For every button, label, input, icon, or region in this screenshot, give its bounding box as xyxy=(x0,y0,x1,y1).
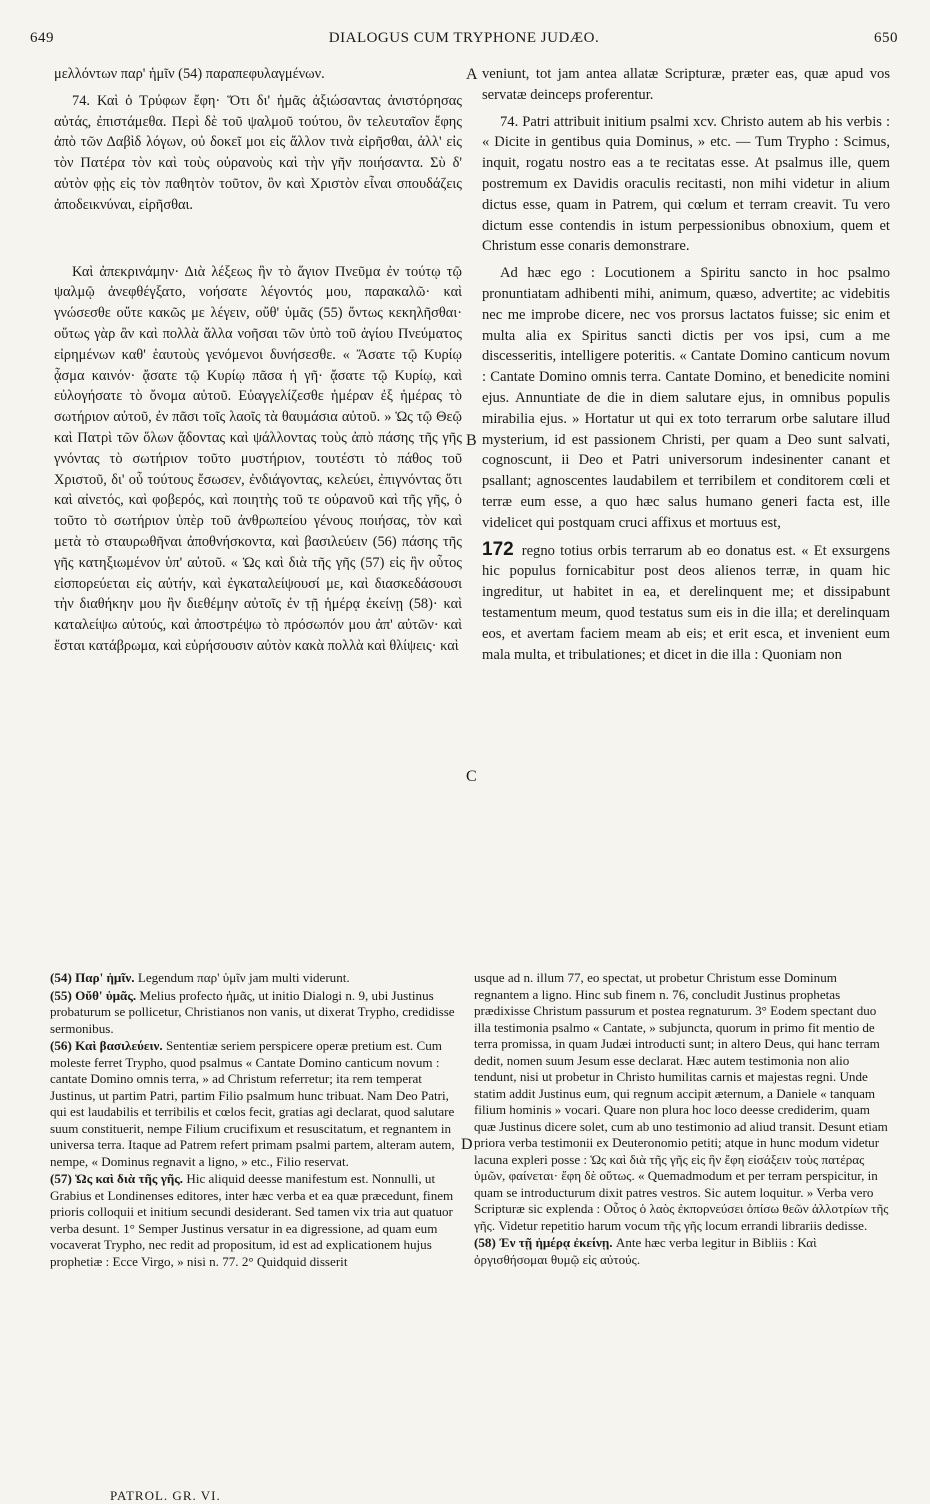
paragraph-gap xyxy=(54,222,462,262)
footnote-57-text: Hic aliquid deesse manifestum est. Nonnulli, ut Grabius et Londinenses editores, inter hæc verba et ea quæ præcedunt, finem prioris colloquii et initium secundi desiderant. Sed tamen vix tria aut quatuor verba desunt. 1° Semper Justinus versatur in ea digressione, ad quam eum vocaverat Trypho, nec redit ad propositum, id est ad explicationem hujus prophetiæ : Ecce Virgo, » nisi n. 77. 2° Quidquid disserit xyxy=(50,1171,454,1269)
page-footer: PATROL. GR. VI. xyxy=(110,1488,221,1503)
column-number-172: 172 xyxy=(482,538,514,560)
footnotes-right xyxy=(474,970,890,1490)
footnote-56-label: (56) Καὶ βασιλεύειν. xyxy=(50,1038,163,1053)
greek-paragraph-74: 74. Καὶ ὁ Τρύφων ἔφη· Ὅτι δι' ἡμᾶς ἀξιώσαντας ἀνιστόρησας αὐτάς, ἐπιστάμεθα. Περὶ δὲ τοῦ ψαλμοῦ τούτου, ὃν τελευταῖον ἔφης ἀπὸ τῶν Δαβὶδ λόγων, οὐ δοκεῖ μοι εἰς ἄλλον τινὰ εἰρῆσθαι, ἀλλ' εἰς τὸν Πατέρα τὸν καὶ τοὺς οὐρανοὺς καὶ τὴν γῆν ποιήσαντα. Σὺ δ' αὐτὸν φῂς εἰς τὸν παθητὸν τοῦτον, ὃν καὶ Χριστὸν εἶναι σπουδάζεις ἀποδεικνύναι, εἰρῆσθαι. xyxy=(54,92,462,213)
footnote-54 xyxy=(50,970,464,987)
page-header xyxy=(30,30,898,56)
footnote-54-label: (54) Παρ' ἡμῖν. xyxy=(50,970,135,985)
footnote-56 xyxy=(50,1038,464,1170)
footnote-58-text: Ante hæc verba legitur in Bibliis : Καὶ ὀργισθήσομαι θυμῷ εἰς αὐτούς. xyxy=(474,1235,817,1267)
page-number-left: 649 xyxy=(30,30,54,46)
page-number-right: 650 xyxy=(874,30,898,46)
footnote-57 xyxy=(50,1171,464,1270)
latin-paragraph-continuation xyxy=(482,540,890,666)
margin-letter-b: B xyxy=(466,432,477,449)
latin-paragraph-3: regno totius orbis terrarum ab eo donatus est. « Et exsurgens hic populus fornicabitur post deos alienos terræ, in quam hic ingreditur, ut habitet in ea, et derelinquent me; et dissipabunt testamentum meum, quod testatus sum eis in die illa; et derelinquam eos, et avertam faciem meam ab eis; et erit esca, et invenient eum mala multa, et tribulationes; et dicet in die illa : Quoniam non xyxy=(482,542,890,663)
footnote-54-text: Legendum παρ' ὑμῖν jam multi viderunt. xyxy=(137,970,350,985)
greek-paragraph-reply: Καὶ ἀπεκρινάμην· Διὰ λέξεως ἣν τὸ ἅγιον Πνεῦμα ἐν τούτῳ τῷ ψαλμῷ ἀνεφθέγξατο, νοήσατε λέγοντός μου, παρακαλῶ· καὶ γνώσεσθε οὔτε κακῶς με λέγειν, οὔθ' ὑμᾶς (55) ὄντως κεκηλῆσθαι· οὕτως γὰρ ἂν καὶ πολλὰ ἄλλα νοῆσαι τῶν ὑπὸ τοῦ ἁγίου Πνεύματος εἰρημένων καθ' ἑαυτοὺς γενόμενοι δυνήσεσθε. « Ἄσατε τῷ Κυρίῳ ᾆσμα καινόν· ᾄσατε τῷ Κυρίῳ πᾶσα ἡ γῆ· ᾄσατε τῷ Κυρίῳ, καὶ εὐλογήσατε τὸ ὄνομα αὐτοῦ. Εὐαγγελίζεσθε ἡμέραν ἐξ ἡμέρας τὸ σωτήριον αὐτοῦ, ἐν πᾶσι τοῖς λαοῖς τὰ θαυμάσια αὐτοῦ. » Ὡς τῷ Θεῷ καὶ Πατρὶ τῶν ὅλων ᾄδοντας καὶ ψάλλοντας τοὺς ἀπὸ πάσης τῆς γῆς γνόντας τὸ σωτήριον τοῦτο μυστήριον, τουτέστι τὸ πάθος τοῦ Χριστοῦ, δι' οὗ τούτους ἔσωσεν, ἐνδιάγοντας, κελεύει, ἐπιγνόντας ὅτι καὶ αἰνετός, καὶ φοβερός, καὶ ποιητὴς τοῦ τε οὐρανοῦ καὶ τῆς γῆς, ὁ τοῦτο τὸ σωτήριον ὑπὲρ τοῦ ἀνθρωπείου γένους ποιήσας, τὸν καὶ μετὰ τὸ σταυρωθῆναι ἀποθνήσκοντα, καὶ βασιλεύειν (56) πάσης τῆς γῆς κατηξιωμένον ὑπ' αὐτοῦ. « Ὡς καὶ διὰ τῆς γῆς (57) εἰς ἣν οὗτος εἰσπορεύεται εἰς αὐτήν, καὶ ἐγκαταλείψουσί με, καὶ διασκεδάσουσι τὴν διαθήκην μου ἣν διεθέμην αὐτοῖς ἐν τῇ ἡμέρᾳ ἐκείνῃ (58)· καὶ καταλείψω αὐτούς, καὶ ἀποστρέψω τὸ πρόσωπόν μου ἀπ' αὐτῶν· καὶ ἔσται κατάβρωμα, καὶ εὑρήσουσιν αὐτὸν κακὰ πολλὰ καὶ θλίψεις· καὶ xyxy=(54,263,462,654)
greek-column xyxy=(54,64,462,944)
footnote-56-text: Sententiæ seriem perspicere operæ pretium est. Cum moleste ferret Trypho, quod psalmus « Cantate Domino canticum novum : cantate Domino omnis terra, » ad Christum referretur; ita rem temperat Justinus, ut partim Patri, partim Filio psalmum hunc tribuat. Nam Deo Patri, qui est laudabilis et terribilis et cœlos fecit, gratias agi declarat, quod salutare suum constituerit, nempe Filium crucifixum et resuscitatum, et regnantem in universa terra. Itaque ad Patrem refert primam psalmi partem, alteram autem, nempe, « Dominus regnavit a ligno, » etc., Filio reservat. xyxy=(50,1038,455,1169)
footnote-58 xyxy=(474,1235,890,1268)
footnote-58-label: (58) Ἐν τῇ ἡμέρᾳ ἐκείνῃ. xyxy=(474,1235,613,1250)
greek-paragraph-0: μελλόντων παρ' ἡμῖν (54) παραπεφυλαγμένων. xyxy=(54,66,325,82)
footnotes-left xyxy=(50,970,464,1490)
footnote-57-label: (57) Ὡς καὶ διὰ τῆς γῆς. xyxy=(50,1171,184,1186)
footnote-57-continued: usque ad n. illum 77, eo spectat, ut probetur Christum esse Dominum regnantem a ligno. Hinc sub finem n. 76, concludit Justinus prophetas prædixisse Christum passurum et postea regnaturum. 3° Eodem spectant duo illa testimonia psalmo « Cantate, » subjuncta, quorum in primo fit mentio de terra promissa, in quam Judæi introducti sunt; in altero Deus, qui hanc terram dedit, nomen suum Jesum esse declarat. Hæc autem testimonia non alio tendunt, nisi ut probetur in Christo humilitas carnis et majestas regni. Unde statim addit Justinus eum, qui regnum accipit æternum, a Daniele « tanquam filium hominis » vocari. Quare non plura hoc loco deesse crediderim, quam quæ Justinus dicere solet, cum ab uno testimonio ad aliud transit. Desunt etiam priora verba testimonii ex Deuteronomio petiti; atque in hunc modum videtur lacuna expleri posse : Ὡς καὶ διὰ τῆς γῆς εἰς ἣν ἔφη εἰσάξειν τοὺς πατέρας ὑμῶν, φαίνεται· ἔφη δὲ οὕτως. « Quemadmodum et per terram perspicitur, in quam se introducturum dixit patres vestros. Sic autem loquitur. » Verba vero Scripturæ sic explenda : Οὗτος ὁ λαὸς ἐκπορνεύσει ὀπίσω θεῶν ἀλλοτρίων τῆς γῆς. Videtur repetitio harum vocum τῆς γῆς locum errandi librariis dedisse. xyxy=(474,970,889,1233)
footnote-55 xyxy=(50,988,464,1038)
running-title: DIALOGUS CUM TRYPHONE JUDÆO. xyxy=(328,30,600,46)
margin-letter-a: A xyxy=(466,66,478,83)
latin-paragraph-74: 74. Patri attribuit initium psalmi xcv. Christo autem ab his verbis : « Dicite in gentibus quia Dominus, » etc. — Tum Trypho : Scimus, inquit, rogatu nostro eas a te recitatas esse. At psalmus ille, quem postremum ex Davidis oraculis recitasti, non mihi videtur in alium dictus esse, quam in Patrem, qui cœlum et terram creavit. Tu vero dictum esse contendis in istum perpessionibus obnoxium, quem et Christum esse conaris demonstrare. xyxy=(482,113,890,255)
latin-column xyxy=(482,64,890,944)
margin-letter-d: D xyxy=(461,1136,473,1153)
latin-paragraph-0: veniunt, tot jam antea allatæ Scripturæ, præter eas, quæ apud vos servatæ deinceps proferentur. xyxy=(482,66,890,103)
footnote-55-label: (55) Οὔθ' ὑμᾶς. xyxy=(50,987,137,1003)
footnote-55-text: Melius profecto ἡμᾶς, ut initio Dialogi n. 9, ubi Justinus probaturum se pollicetur, Christianos non vanis, ut dixerat Trypho, credidisse sermonibus. xyxy=(50,987,455,1036)
margin-letter-c: C xyxy=(466,768,477,785)
latin-paragraph-reply: Ad hæc ego : Locutionem a Spiritu sancto in hoc psalmo pronuntiatam adhibenti mihi, animum, quæso, advertite; ac videbitis nec me improbe dicere, nec vos prorsus lactatos fuisse; sic enim et multa alia ex Spiritus sancti dictis per vos ipsi, cum a me discesseritis, intelligere poteritis. « Cantate Domino canticum novum : Cantate Domino omnis terra. Cantate Domino, et benedicite nomini ejus. Annuntiate de die in diem salutare ejus, in omnibus populis mirabilia ejus. » Hortatur ut qui ex toto terrarum orbe salutare illud mysterium, id est passionem Christi, per quam a Deo sunt salvati, cognoscunt, ii Deo et Patri universorum indesinenter canant et psallant; agnoscentes laudabilem et terribilem et conditorem cœli et terræ eum esse, a quo hæc salus humano generi facta est, ille videlicet qui postquam cruci affixus et mortuus est, xyxy=(482,265,890,531)
